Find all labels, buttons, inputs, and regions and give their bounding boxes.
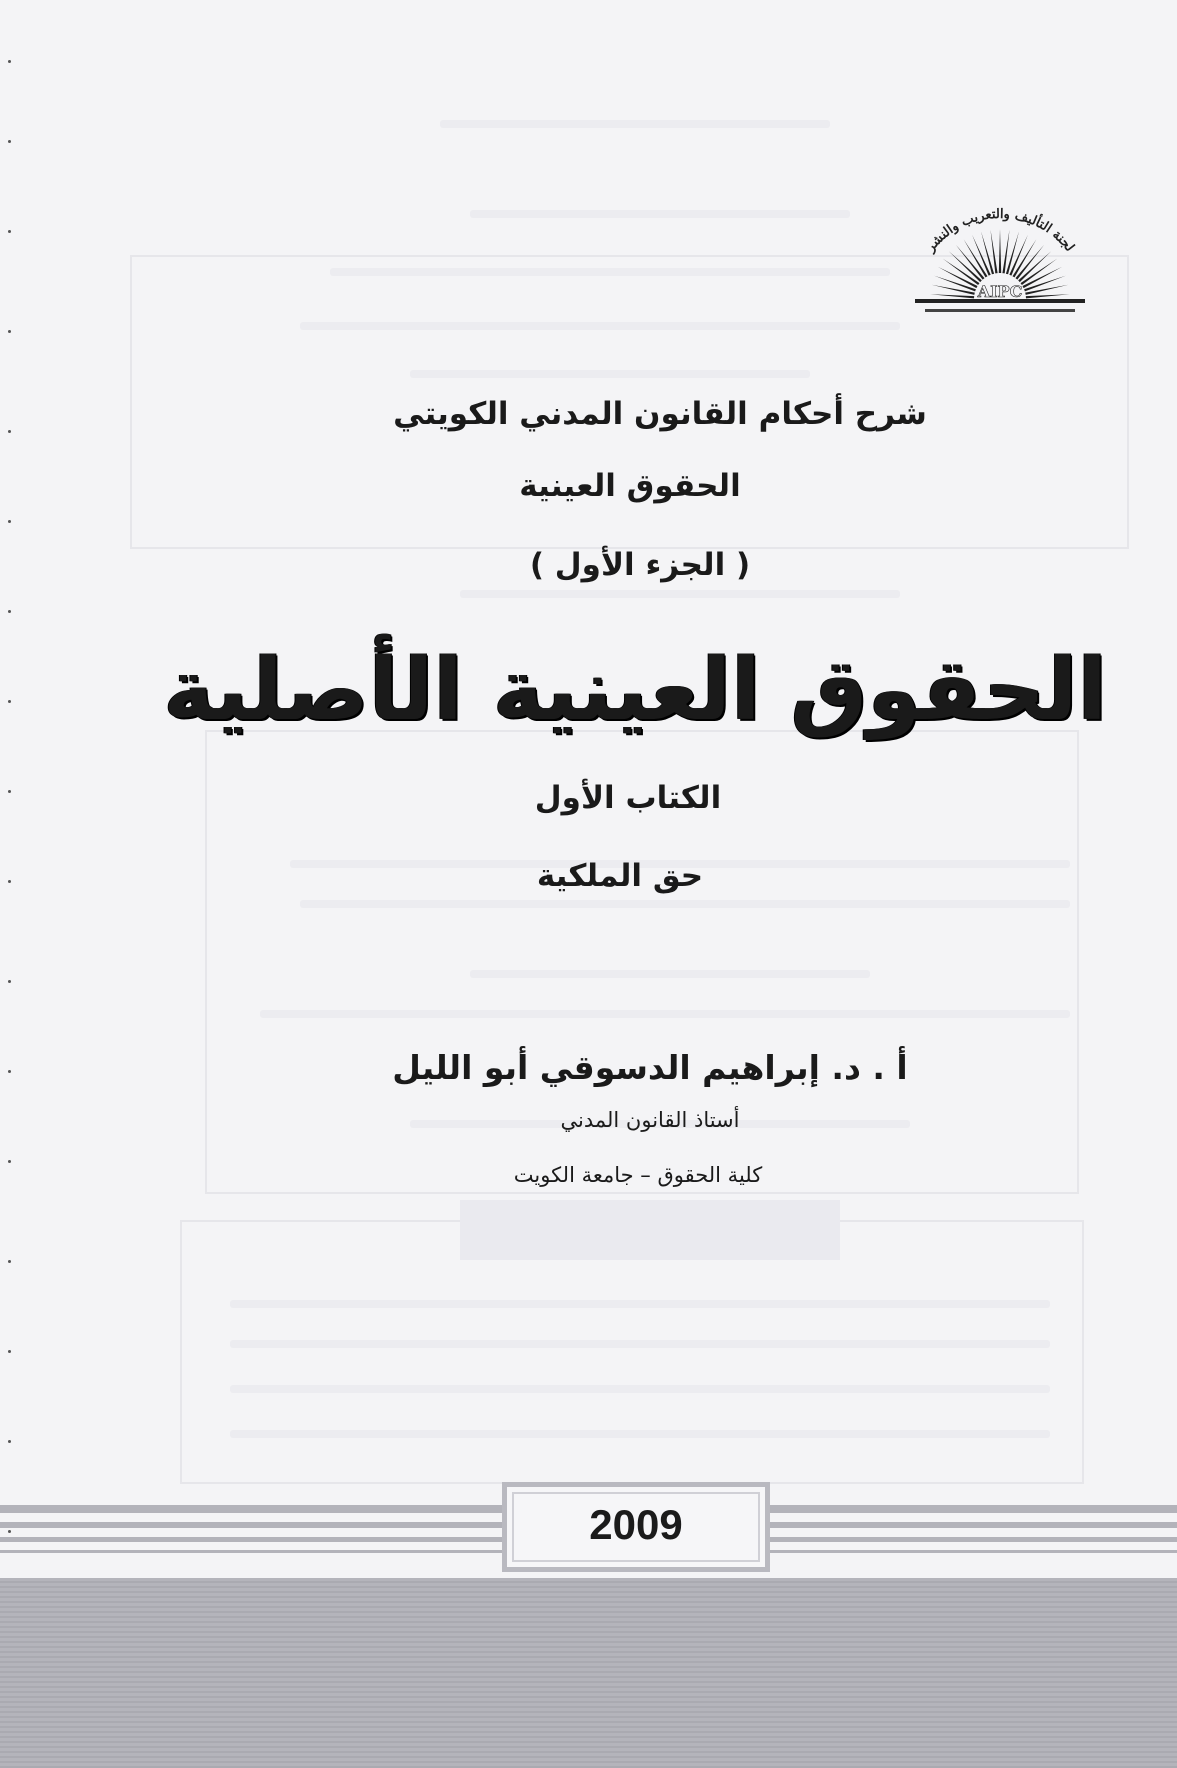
part-label: ( الجزء الأول ) — [529, 547, 751, 583]
bottom-band — [0, 1578, 1177, 1768]
author-role: أستاذ القانون المدني — [560, 1108, 740, 1132]
year-box — [502, 1482, 770, 1572]
logo-ray — [1023, 267, 1063, 288]
author-name: أ . د. إبراهيم الدسوقي أبو الليل — [392, 1048, 908, 1087]
sunburst-logo-icon — [895, 185, 1105, 335]
main-title: الحقوق العينية الأصلية — [163, 640, 1107, 740]
logo-ray — [999, 229, 1001, 273]
logo-ray — [938, 267, 978, 288]
subject-heading: الحقوق العينية — [519, 468, 741, 504]
logo-initials: AIPC — [977, 282, 1023, 301]
logo-ray — [932, 285, 975, 295]
logo-ray — [1026, 294, 1070, 298]
series-title: شرح أحكام القانون المدني الكويتي — [393, 396, 927, 432]
logo-arc-text: لجنة التأليف والتعريب والنشر — [923, 206, 1077, 255]
logo-ray — [1025, 285, 1068, 295]
book-label: الكتاب الأول — [534, 780, 722, 816]
publication-year: 2009 — [589, 1501, 683, 1548]
logo-ray — [1006, 232, 1019, 275]
logo-ray — [981, 232, 994, 275]
logo-ray — [930, 294, 974, 298]
book-subtitle: حق الملكية — [536, 858, 704, 894]
faculty-affiliation: كلية الحقوق – جامعة الكويت — [513, 1163, 763, 1187]
